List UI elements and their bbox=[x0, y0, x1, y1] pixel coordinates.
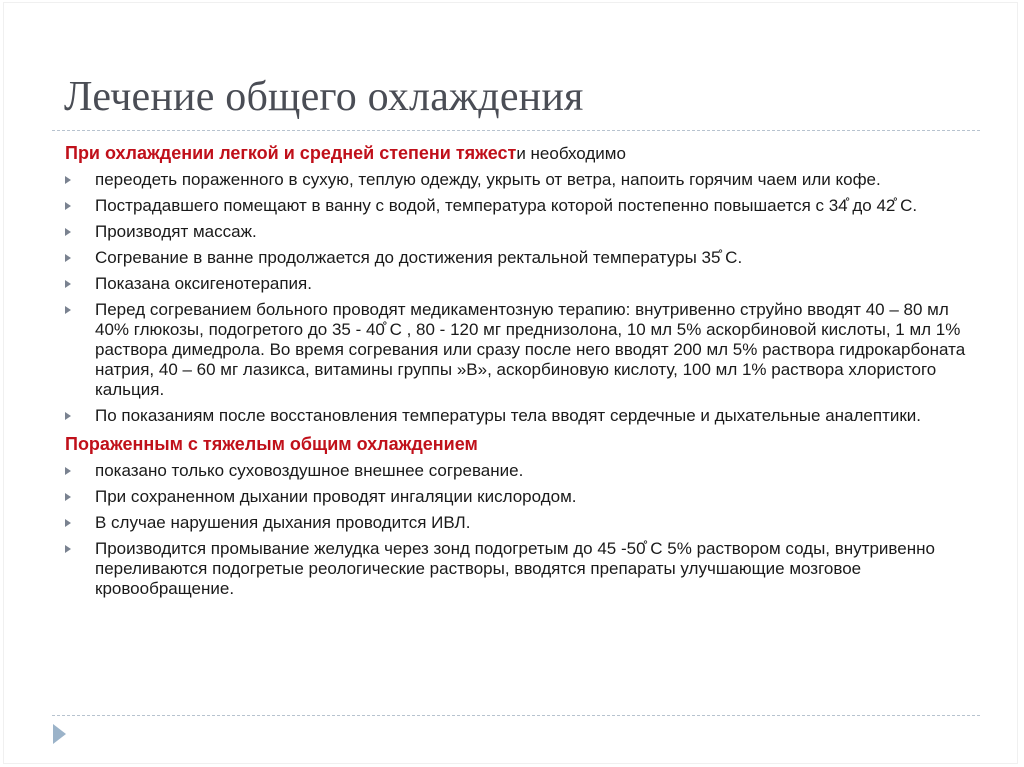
list-item bbox=[65, 539, 985, 599]
list-item-text: Производится промывание желудка через зонд подогретым до 45 -50̊ С 5% раствором соды, внутривенно переливаются подогретые реологические растворы, вводятся препараты улучшающие мозговое кровообращение. bbox=[95, 539, 935, 598]
list-item-text: переодеть пораженного в сухую, теплую одежду, укрыть от ветра, напоить горячим чаем или кофе. bbox=[95, 170, 881, 189]
list-item-text: В случае нарушения дыхания проводится ИВЛ. bbox=[95, 513, 471, 532]
list-item-text: Пострадавшего помещают в ванну с водой, температура которой постепенно повышается с 34̊ до 42̊ С. bbox=[95, 196, 918, 215]
list-item bbox=[65, 196, 985, 216]
heading-bold-text: При охлаждении легкой и средней степени тяжест bbox=[65, 143, 517, 163]
list-item-text: Показана оксигенотерапия. bbox=[95, 274, 312, 293]
list-item-text: По показаниям после восстановления температуры тела вводят сердечные и дыхательные аналептики. bbox=[95, 406, 922, 425]
list-item bbox=[65, 487, 985, 507]
bullet-arrow-icon bbox=[65, 493, 71, 501]
bullet-arrow-icon bbox=[65, 280, 71, 288]
list-item bbox=[65, 300, 985, 400]
bullet-arrow-icon bbox=[65, 412, 71, 420]
section-heading-mild bbox=[65, 141, 985, 166]
heading-bold-text: Пораженным с тяжелым общим охлаждением bbox=[65, 434, 478, 454]
slide-title: Лечение общего охлаждения bbox=[64, 74, 584, 120]
list-item-text: Согревание в ванне продолжается до достижения ректальной температуры 35̊ С. bbox=[95, 248, 743, 267]
footer-triangle-icon bbox=[53, 724, 66, 744]
list-item-text: При сохраненном дыхании проводят ингаляции кислородом. bbox=[95, 487, 577, 506]
list-item bbox=[65, 513, 985, 533]
list-item-text: Производят массаж. bbox=[95, 222, 257, 241]
list-item-text: показано только суховоздушное внешнее согревание. bbox=[95, 461, 524, 480]
list-item-text: Перед согреванием больного проводят медикаментозную терапию: внутривенно струйно вводят 40 – 80 мл 40% глюкозы, подогретого до 35 - 40̊ С , 80 - 120 мг преднизолона, 10 мл 5% аскорбиновой кислоты, 1 мл 1% раствора димедрола. Во время согревания или сразу после него вводят 200 мл 5% раствора гидрокарбоната натрия, 40 – 60 мг лазикса, витамины группы »В», аскорбиновую кислоту, 100 мл 1% раствора хлористого кальция. bbox=[95, 300, 966, 399]
bullet-arrow-icon bbox=[65, 176, 71, 184]
list-item bbox=[65, 406, 985, 426]
slide-content bbox=[65, 141, 985, 605]
bullet-arrow-icon bbox=[65, 202, 71, 210]
list-item bbox=[65, 222, 985, 242]
bullet-arrow-icon bbox=[65, 306, 71, 314]
bullet-arrow-icon bbox=[65, 545, 71, 553]
list-item bbox=[65, 248, 985, 268]
bullet-arrow-icon bbox=[65, 228, 71, 236]
bullet-arrow-icon bbox=[65, 467, 71, 475]
footer-divider bbox=[52, 715, 980, 716]
list-item bbox=[65, 461, 985, 481]
list-item bbox=[65, 170, 985, 190]
slide bbox=[3, 2, 1018, 764]
bullet-arrow-icon bbox=[65, 519, 71, 527]
list-item bbox=[65, 274, 985, 294]
heading-tail-text: и необходимо bbox=[516, 144, 626, 163]
section-heading-severe bbox=[65, 432, 985, 457]
bullet-arrow-icon bbox=[65, 254, 71, 262]
title-divider bbox=[52, 130, 980, 131]
